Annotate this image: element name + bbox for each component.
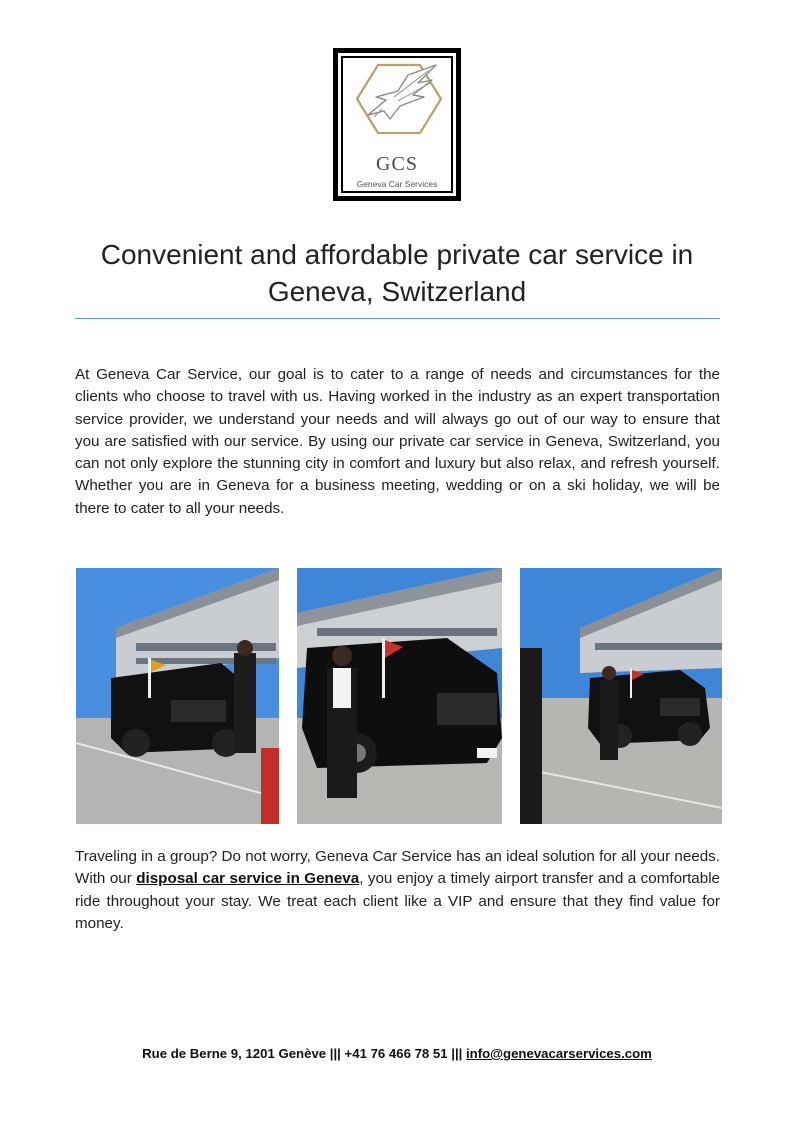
limousine-photo-1 xyxy=(76,568,279,824)
logo-monogram: GCS xyxy=(376,153,418,175)
intro-paragraph: At Geneva Car Service, our goal is to cater to a range of needs and circumstances for the clients who choose to travel with us. Having worked in the industry as an expert transportation service provider, we understand your needs and will always go out of our way to ensure that you are satisfied with our service. By using our private car service in Geneva, Switzerland, you can not only explore the stunning city in comfort and luxury but also relax, and refresh yourself. Whether you are in Geneva for a business meeting, wedding or on a ski holiday, we will be there to cater to all your needs. xyxy=(75,366,720,517)
gallery-photo-2 xyxy=(297,568,502,824)
footer-address: Rue de Berne 9, 1201 Genève xyxy=(142,1046,327,1061)
limousine-photo-2 xyxy=(297,568,502,824)
title-divider xyxy=(75,318,720,319)
group-text-after: , you enjoy a timely airport transfer and a comfortable ride throughout your stay. We treat each client like a VIP and ensure that they find value for money. xyxy=(75,870,721,932)
limousine-photo-3 xyxy=(520,568,722,824)
logo-company-name: Geneva Car Services xyxy=(356,179,438,189)
disposal-service-link[interactable]: disposal car service in Geneva xyxy=(136,870,360,888)
footer-separator: ||| xyxy=(329,1046,341,1061)
footer-phone: +41 76 466 78 51 xyxy=(344,1046,448,1061)
footer-separator: ||| xyxy=(451,1046,463,1061)
page-title: Convenient and affordable private car service in Geneva, Switzerland xyxy=(100,239,694,307)
contact-footer xyxy=(0,1046,794,1061)
gallery-photo-3 xyxy=(520,568,722,824)
group-text-before: Traveling in a group? Do not worry, Geneva Car Service has an ideal solution for all your needs. With our xyxy=(75,848,720,888)
group-travel-paragraph xyxy=(75,846,720,935)
gallery-photo-1 xyxy=(76,568,279,824)
company-logo xyxy=(333,48,461,201)
footer-email-link[interactable]: info@genevacarservices.com xyxy=(466,1046,652,1061)
